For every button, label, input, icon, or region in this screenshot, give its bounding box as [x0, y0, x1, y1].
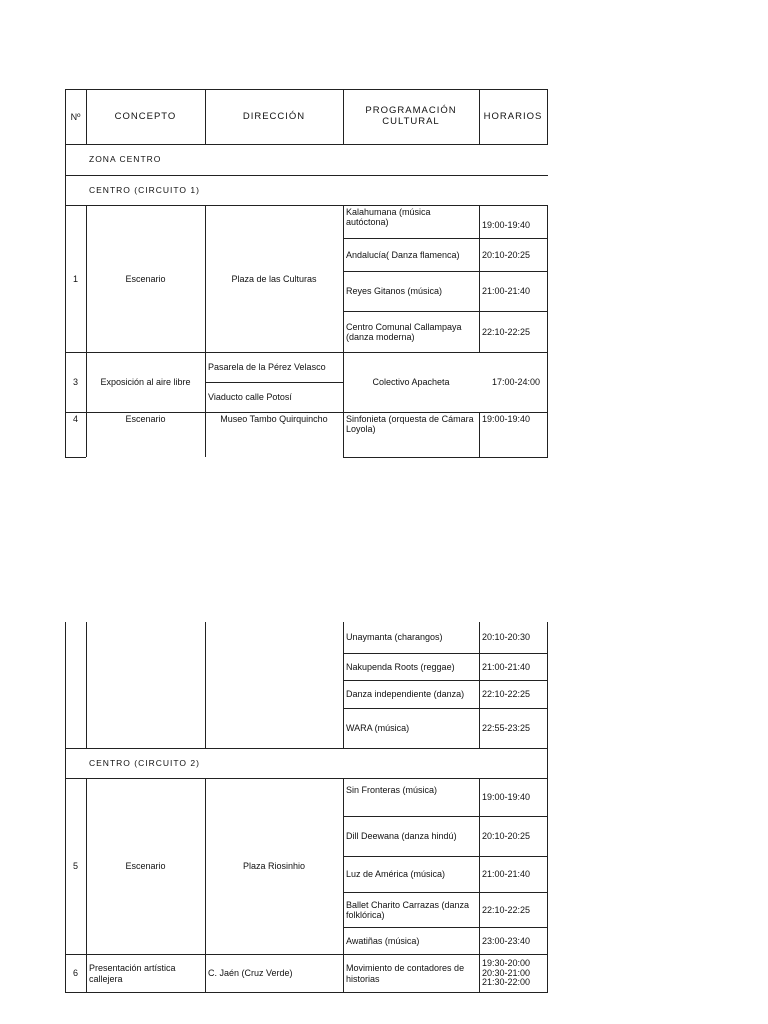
row-6-concepto: Presentación artística callejera	[89, 963, 176, 984]
cont-hora-4: 22:55-23:25	[482, 723, 531, 734]
row-1-hora-2: 20:10-20:25	[482, 249, 531, 260]
row-5-concepto: Escenario	[125, 861, 166, 872]
row-6-horas	[479, 955, 547, 992]
header-horarios: HORARIOS	[483, 110, 543, 122]
row-1-prog-2: Andalucía( Danza flamenca)	[346, 249, 460, 260]
row-4-prog: Sinfonieta (orquesta de Cámara Loyola)	[346, 414, 474, 435]
row-6-hora-1: 19:30-20:00	[482, 958, 531, 969]
row-5-hora-3: 21:00-21:40	[482, 869, 531, 880]
row-4-hora: 19:00-19:40	[482, 414, 531, 424]
row-1-prog-4: Centro Comunal Callampaya (danza moderna)	[346, 321, 462, 342]
row-5-prog-5: Awatiñas (música)	[346, 935, 420, 946]
row-5-hora-2: 20:10-20:25	[482, 831, 531, 842]
row-1-concepto: Escenario	[125, 273, 166, 284]
cont-hora-2: 21:00-21:40	[482, 661, 531, 672]
row-5-hora-4: 22:10-22:25	[482, 904, 531, 915]
row-5-prog-4: Ballet Charito Carrazas (danza folklórica)	[346, 899, 470, 920]
cont-prog-3: Danza independiente (danza)	[346, 689, 465, 700]
row-6-direccion: C. Jaén (Cruz Verde)	[208, 968, 293, 979]
row-1-prog-1: Kalahumana (música autóctona)	[346, 207, 431, 228]
circuit-1-label: CENTRO (CIRCUITO 1)	[89, 184, 200, 195]
row-3-concepto: Exposición al aire libre	[100, 377, 191, 388]
row-4-num: 4	[72, 414, 78, 424]
cont-prog-4: WARA (música)	[346, 723, 410, 734]
row-6-prog: Movimiento de contadores de historias	[346, 963, 465, 984]
row-5-prog-1: Sin Fronteras (música)	[346, 785, 438, 795]
row-1-hora-3: 21:00-21:40	[482, 286, 531, 297]
zone-label: ZONA CENTRO	[89, 154, 162, 165]
header-concepto: CONCEPTO	[114, 110, 177, 122]
circuit-2-label: CENTRO (CIRCUITO 2)	[89, 757, 200, 768]
header-direccion: DIRECCIÓN	[242, 110, 306, 122]
cont-prog-1: Unaymanta (charangos)	[346, 632, 443, 643]
row-1-num: 1	[72, 273, 78, 284]
cont-hora-3: 22:10-22:25	[482, 689, 531, 700]
row-1-direccion: Plaza de las Culturas	[231, 273, 317, 284]
row-3-direccion-1: Pasarela de la Pérez Velasco	[208, 362, 326, 373]
row-6-hora-2: 20:30-21:00	[482, 967, 531, 978]
header-programacion: PROGRAMACIÓN CULTURAL	[365, 105, 457, 127]
row-6-num: 6	[72, 968, 78, 979]
header-num: Nº	[70, 111, 81, 122]
cont-hora-1: 20:10-20:30	[482, 632, 531, 643]
row-5-prog-3: Luz de América (música)	[346, 869, 446, 880]
row-6-hora-3: 21:30-22:00	[482, 977, 531, 988]
row-3-direccion-2: Viaducto calle Potosí	[208, 392, 292, 403]
row-5-hora-5: 23:00-23:40	[482, 935, 531, 946]
row-3-num: 3	[72, 377, 78, 388]
row-5-hora-1: 19:00-19:40	[482, 792, 531, 803]
row-3-prog: Colectivo Apacheta	[372, 377, 450, 388]
row-1-hora-1: 19:00-19:40	[482, 219, 531, 230]
row-5-prog-2: Dill Deewana (danza hindú)	[346, 831, 457, 842]
row-4-direccion: Museo Tambo Quirquincho	[220, 414, 328, 424]
row-1-hora-4: 22:10-22:25	[482, 326, 531, 337]
row-5-num: 5	[72, 861, 78, 872]
cont-prog-2: Nakupenda Roots (reggae)	[346, 661, 455, 672]
row-3-hora: 17:00-24:00	[491, 377, 541, 388]
row-5-direccion: Plaza Riosinhio	[242, 861, 306, 872]
row-4-concepto: Escenario	[125, 414, 166, 424]
row-1-prog-3: Reyes Gitanos (música)	[346, 286, 443, 297]
